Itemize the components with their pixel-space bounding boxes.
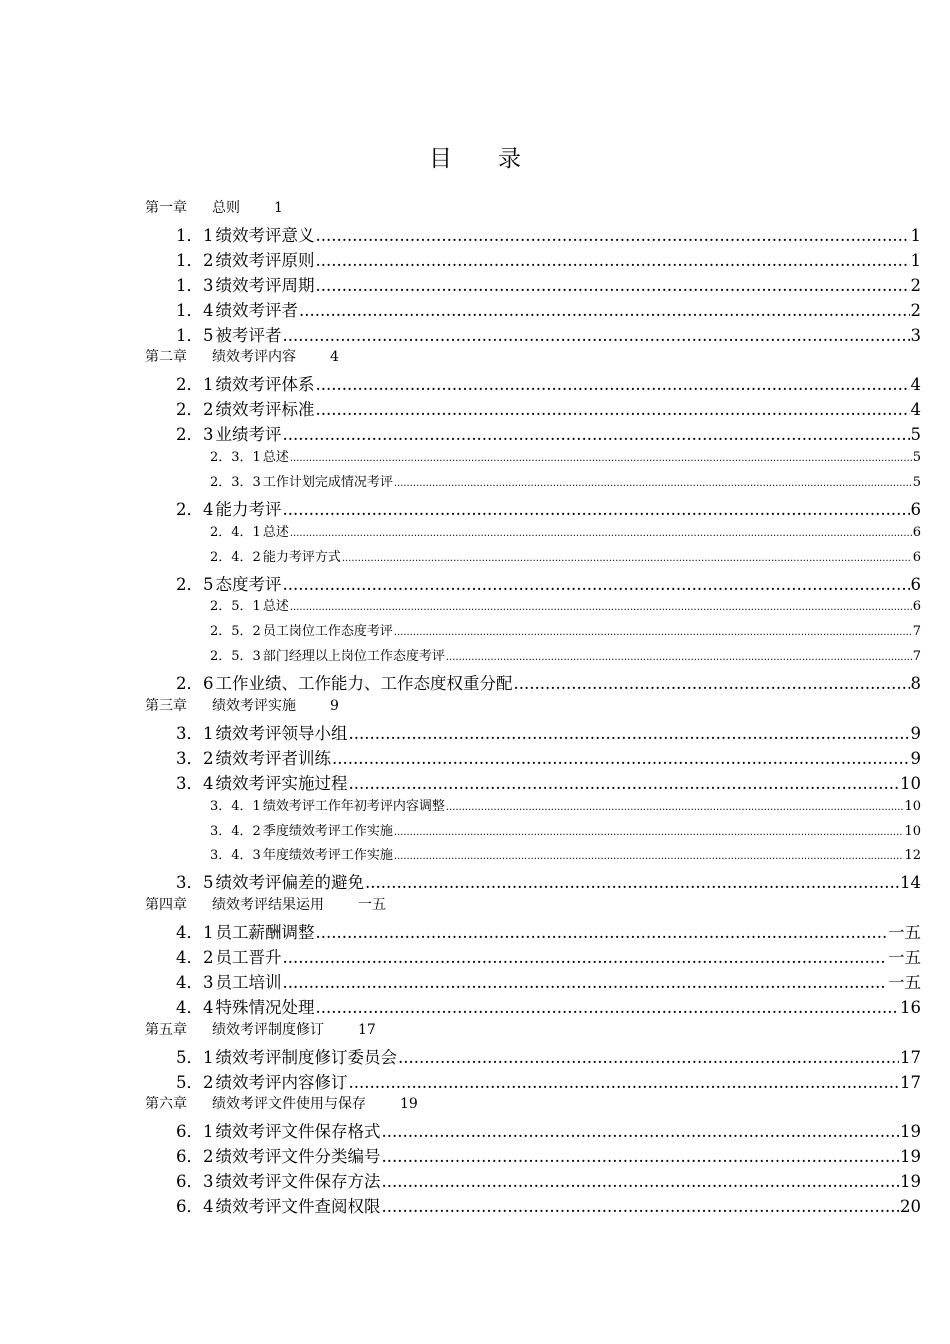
entry-number: 3．4: [176, 773, 214, 793]
entry-number: 3．4．2: [210, 823, 261, 839]
entry-page-number: 4: [910, 375, 921, 395]
toc-section-entry[interactable]: [176, 322, 921, 346]
entry-title: 绩效考评实施过程: [215, 773, 348, 793]
entry-page-number: 4: [910, 400, 921, 420]
entry-page-number: 6: [912, 599, 921, 615]
entry-title: 工作业绩、工作能力、工作态度权重分配: [215, 674, 513, 694]
chapter-page-number: 一五: [358, 897, 386, 914]
entry-number: 5．1: [176, 1047, 214, 1067]
entry-page-number: 9: [910, 723, 921, 743]
toc-chapter-entry[interactable]: [145, 197, 283, 217]
toc-section-entry[interactable]: [176, 919, 921, 943]
toc-section-entry[interactable]: [176, 670, 921, 694]
entry-title: 能力考评: [215, 499, 282, 519]
entry-title: 员工晋升: [215, 948, 282, 967]
entry-number: 3．1: [176, 723, 214, 743]
chapter-label: 第四章: [145, 897, 187, 914]
entry-number: 6．1: [176, 1122, 214, 1142]
toc-section-entry[interactable]: [176, 421, 921, 445]
entry-number: 6．4: [176, 1197, 214, 1216]
toc-section-entry[interactable]: [176, 994, 921, 1018]
chapter-title: 绩效考评制度修订: [212, 1021, 324, 1038]
entry-page-number: 7: [912, 649, 921, 665]
dot-leader: [299, 301, 910, 320]
dot-leader: [394, 827, 904, 838]
entry-title: 工作计划完成情况考评: [262, 474, 393, 490]
dot-leader: [382, 1197, 900, 1216]
dot-leader: [316, 276, 910, 295]
entry-title: 绩效考评者训练: [215, 748, 331, 768]
entry-number: 6．3: [176, 1172, 214, 1192]
entry-title: 绩效考评文件保存方法: [215, 1172, 381, 1192]
toc-section-entry[interactable]: [176, 1143, 921, 1167]
entry-page-number: 7: [912, 624, 921, 640]
entry-page-number: 一五: [888, 948, 921, 967]
entry-number: 2．4．1: [210, 524, 261, 540]
entry-number: 2．4．2: [210, 549, 261, 565]
dot-leader: [332, 749, 910, 768]
entry-title: 年度绩效考评工作实施: [262, 848, 393, 864]
entry-page-number: 19: [900, 1122, 921, 1142]
toc-subsection-entry[interactable]: [210, 446, 921, 465]
dot-leader: [349, 1073, 900, 1092]
toc-section-entry[interactable]: [176, 396, 921, 420]
entry-title: 绩效考评意义: [215, 225, 315, 245]
entry-page-number: 19: [900, 1172, 921, 1192]
entry-title: 总述: [262, 524, 289, 540]
entry-title: 态度考评: [215, 574, 282, 594]
entry-page-number: 3: [910, 325, 921, 345]
entry-page-number: 1: [910, 225, 921, 245]
toc-subsection-entry[interactable]: [210, 595, 921, 614]
entry-title: 总述: [262, 450, 289, 465]
chapter-page-number: 4: [330, 349, 339, 366]
dot-leader: [316, 998, 900, 1017]
entry-title: 业绩考评: [215, 425, 282, 445]
chapter-label: 第一章: [145, 200, 187, 216]
dot-leader: [394, 851, 904, 862]
entry-title: 季度绩效考评工作实施: [262, 823, 393, 839]
entry-page-number: 17: [900, 1047, 921, 1067]
chapter-title: 总则: [212, 200, 240, 216]
entry-page-number: 10: [904, 798, 921, 814]
entry-number: 3．2: [176, 748, 214, 768]
toc-section-entry[interactable]: [176, 869, 921, 893]
entry-page-number: 10: [900, 773, 921, 793]
chapter-title: 绩效考评内容: [212, 349, 296, 366]
entry-title: 绩效考评文件查阅权限: [215, 1197, 381, 1216]
entry-page-number: 9: [910, 748, 921, 768]
entry-title: 绩效考评内容修订: [215, 1072, 348, 1092]
entry-title: 绩效考评周期: [215, 275, 315, 295]
entry-number: 2．2: [176, 400, 214, 420]
entry-number: 2．4: [176, 499, 214, 519]
toc-subsection-entry[interactable]: [210, 844, 921, 863]
dot-leader: [283, 500, 910, 519]
dot-leader: [283, 326, 910, 345]
entry-title: 绩效考评文件分类编号: [215, 1147, 381, 1167]
dot-leader: [446, 802, 904, 813]
entry-page-number: 一五: [888, 923, 921, 943]
chapter-label: 第三章: [145, 698, 187, 714]
dot-leader: [514, 674, 910, 693]
entry-page-number: 6: [910, 499, 921, 519]
toc-section-entry[interactable]: [176, 770, 921, 794]
entry-title: 员工薪酬调整: [215, 923, 315, 943]
dot-leader: [316, 375, 910, 394]
entry-page-number: 6: [910, 574, 921, 594]
toc-section-entry[interactable]: [176, 745, 921, 769]
entry-title: 绩效考评工作年初考评内容调整: [262, 798, 445, 814]
entry-number: 1．4: [176, 300, 214, 320]
dot-leader: [382, 1172, 900, 1191]
entry-number: 1．2: [176, 250, 214, 270]
chapter-page-number: 17: [358, 1021, 376, 1038]
entry-page-number: 16: [900, 997, 921, 1017]
dot-leader: [316, 226, 910, 245]
entry-title: 总述: [262, 599, 289, 615]
entry-page-number: 14: [900, 873, 921, 893]
dot-leader: [349, 774, 900, 793]
chapter-label: 第二章: [145, 349, 187, 366]
chapter-page-number: 9: [330, 698, 339, 714]
dot-leader: [446, 652, 912, 663]
entry-number: 2．3．1: [210, 450, 261, 465]
entry-number: 2．3．3: [210, 474, 261, 490]
dot-leader: [316, 400, 910, 419]
toc-chapter-entry[interactable]: [145, 695, 339, 715]
toc-section-entry[interactable]: [176, 297, 921, 321]
toc-section-entry[interactable]: [176, 720, 921, 744]
entry-number: 1．1: [176, 225, 214, 245]
chapter-label: 第五章: [145, 1021, 187, 1038]
dot-leader: [283, 973, 888, 992]
entry-page-number: 2: [910, 275, 921, 295]
entry-page-number: 6: [912, 524, 921, 540]
toc-subsection-entry[interactable]: [210, 521, 921, 540]
toc-section-entry[interactable]: [176, 571, 921, 595]
dot-leader: [382, 1147, 900, 1166]
toc-section-entry[interactable]: [176, 944, 921, 968]
toc-section-entry[interactable]: [176, 1168, 921, 1192]
entry-page-number: 5: [910, 425, 921, 445]
entry-page-number: 1: [910, 250, 921, 270]
entry-number: 2．5．1: [210, 599, 261, 615]
dot-leader: [290, 602, 912, 613]
toc-section-entry[interactable]: [176, 1193, 921, 1217]
entry-number: 1．3: [176, 275, 214, 295]
toc-chapter-entry[interactable]: [145, 346, 339, 366]
toc-section-entry[interactable]: [176, 1069, 921, 1093]
entry-number: 2．5．2: [210, 624, 261, 640]
toc-chapter-entry[interactable]: [145, 1019, 376, 1039]
entry-page-number: 10: [904, 823, 921, 839]
toc-section-entry[interactable]: [176, 1118, 921, 1142]
entry-title: 特殊情况处理: [215, 997, 315, 1017]
toc-subsection-entry[interactable]: [210, 471, 921, 490]
entry-title: 绩效考评者: [215, 300, 298, 320]
entry-title: 员工岗位工作态度考评: [262, 624, 393, 640]
title-char-right: 录: [498, 146, 521, 172]
entry-number: 4．1: [176, 923, 214, 943]
entry-page-number: 17: [900, 1072, 921, 1092]
toc-section-entry[interactable]: [176, 222, 921, 246]
entry-number: 4．2: [176, 948, 214, 967]
entry-page-number: 12: [904, 848, 921, 864]
chapter-label: 第六章: [145, 1096, 187, 1113]
entry-number: 6．2: [176, 1147, 214, 1167]
entry-number: 5．2: [176, 1072, 214, 1092]
chapter-page-number: 1: [274, 200, 283, 216]
entry-number: 2．3: [176, 425, 214, 445]
entry-page-number: 6: [912, 549, 921, 565]
page-title: [0, 140, 950, 173]
entry-number: 2．5: [176, 574, 214, 594]
title-char-left: 目: [429, 146, 452, 172]
entry-page-number: 20: [900, 1197, 921, 1216]
entry-title: 绩效考评领导小组: [215, 723, 348, 743]
toc-subsection-entry[interactable]: [210, 645, 921, 664]
chapter-title: 绩效考评文件使用与保存: [212, 1096, 366, 1113]
toc-section-entry[interactable]: [176, 247, 921, 271]
entry-title: 能力考评方式: [262, 549, 341, 565]
dot-leader: [290, 453, 912, 464]
entry-page-number: 2: [910, 300, 921, 320]
entry-title: 绩效考评偏差的避免: [215, 873, 364, 893]
dot-leader: [394, 478, 912, 489]
toc-chapter-entry[interactable]: [145, 894, 386, 914]
toc-section-entry[interactable]: [176, 496, 921, 520]
chapter-page-number: 19: [400, 1096, 418, 1113]
entry-page-number: 一五: [888, 972, 921, 992]
toc-section-entry[interactable]: [176, 371, 921, 395]
entry-title: 绩效考评制度修订委员会: [215, 1047, 397, 1067]
dot-leader: [283, 575, 910, 594]
entry-page-number: 8: [910, 674, 921, 694]
chapter-title: 绩效考评结果运用: [212, 897, 324, 914]
toc-subsection-entry[interactable]: [210, 820, 921, 839]
dot-leader: [394, 627, 912, 638]
entry-title: 绩效考评文件保存格式: [215, 1122, 381, 1142]
entry-page-number: 5: [912, 474, 921, 490]
entry-number: 3．4．3: [210, 848, 261, 864]
entry-title: 员工培训: [215, 972, 282, 992]
entry-number: 3．4．1: [210, 798, 261, 814]
entry-title: 被考评者: [215, 325, 282, 345]
toc-section-entry[interactable]: [176, 272, 921, 296]
dot-leader: [316, 923, 888, 942]
toc-subsection-entry[interactable]: [210, 620, 921, 639]
dot-leader: [398, 1048, 899, 1067]
dot-leader: [283, 948, 888, 967]
entry-number: 4．3: [176, 972, 214, 992]
entry-number: 1．5: [176, 325, 214, 345]
entry-number: 2．1: [176, 375, 214, 395]
dot-leader: [316, 251, 910, 270]
entry-title: 绩效考评原则: [215, 250, 315, 270]
dot-leader: [349, 724, 910, 743]
dot-leader: [283, 425, 910, 444]
chapter-title: 绩效考评实施: [212, 698, 296, 714]
toc-chapter-entry[interactable]: [145, 1093, 418, 1113]
toc-subsection-entry[interactable]: [210, 546, 921, 565]
toc-section-entry[interactable]: [176, 1044, 921, 1068]
dot-leader: [290, 528, 912, 539]
entry-title: 部门经理以上岗位工作态度考评: [262, 649, 445, 665]
dot-leader: [365, 873, 899, 892]
entry-page-number: 5: [912, 450, 921, 465]
dot-leader: [382, 1122, 900, 1141]
entry-title: 绩效考评标准: [215, 400, 315, 420]
entry-title: 绩效考评体系: [215, 375, 315, 395]
toc-section-entry[interactable]: [176, 969, 921, 993]
dot-leader: [342, 553, 912, 564]
entry-page-number: 19: [900, 1147, 921, 1167]
entry-number: 2．6: [176, 674, 214, 694]
entry-number: 2．5．3: [210, 649, 261, 665]
entry-number: 3．5: [176, 873, 214, 893]
toc-subsection-entry[interactable]: [210, 795, 921, 814]
entry-number: 4．4: [176, 997, 214, 1017]
